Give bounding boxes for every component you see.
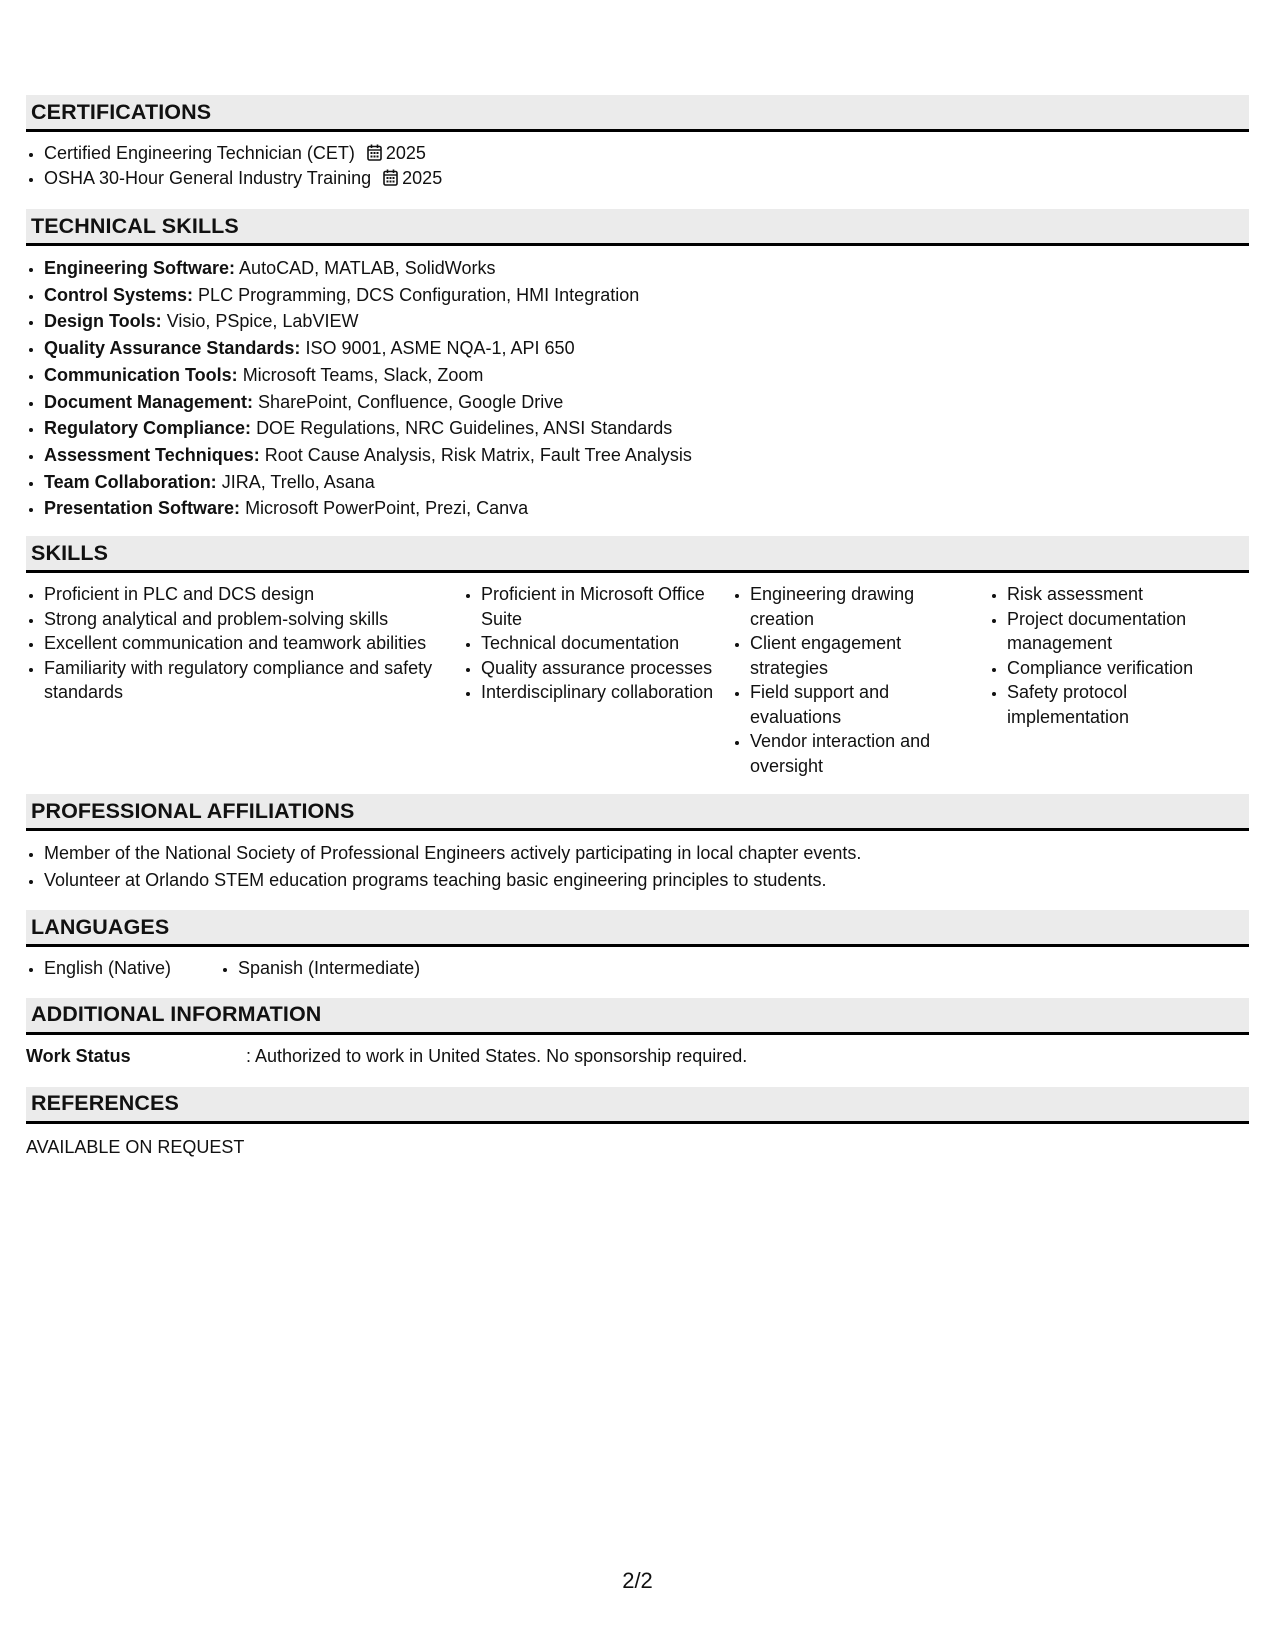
technical-skill-value: Visio, PSpice, LabVIEW (166, 311, 359, 332)
technical-skill-label: Document Management: (44, 391, 254, 412)
technical-skill-value: PLC Programming, DCS Configuration, HMI Integration (198, 284, 640, 305)
skill-item: • Proficient in PLC and DCS design (44, 582, 463, 607)
certification-name: OSHA 30-Hour General Industry Training (44, 167, 372, 188)
technical-skill-item (44, 255, 1249, 282)
technical-skill-item (44, 362, 1249, 389)
certifications-heading: CERTIFICATIONS (26, 95, 1249, 132)
page-number: 2/2 (622, 1568, 653, 1593)
skill-item: • Project documentation management (1007, 607, 1219, 656)
technical-skill-item (44, 308, 1249, 335)
skill-item: • Vendor interaction and oversight (750, 729, 969, 778)
skills-columns (26, 573, 1249, 778)
skill-item: • Strong analytical and problem-solving skills (44, 607, 463, 632)
technical-skill-value: Microsoft PowerPoint, Prezi, Canva (245, 498, 529, 519)
skill-item: • Quality assurance processes (481, 656, 732, 681)
technical-skill-label: Control Systems: (44, 284, 194, 305)
skills-heading: SKILLS (26, 536, 1249, 573)
technical-skill-label: Team Collaboration: (44, 471, 217, 492)
skills-column (989, 582, 1249, 778)
work-status-label: Work Status (26, 1045, 131, 1066)
affiliations-heading: PROFESSIONAL AFFILIATIONS (26, 794, 1249, 831)
technical-skills-list (26, 255, 1249, 522)
skill-item: • Safety protocol implementation (1007, 680, 1219, 729)
certification-name: Certified Engineering Technician (CET) (44, 143, 355, 163)
technical-skill-label: Presentation Software: (44, 498, 241, 519)
technical-skills-heading: TECHNICAL SKILLS (26, 209, 1249, 246)
technical-skill-item (44, 495, 1249, 522)
technical-skill-value: ISO 9001, ASME NQA-1, API 650 (305, 338, 575, 359)
languages-heading: LANGUAGES (26, 910, 1249, 947)
certification-item (44, 141, 1249, 166)
affiliation-item: • Volunteer at Orlando STEM education programs teaching basic engineering principles to students. (44, 867, 1249, 894)
certification-year: 2025 (402, 167, 443, 188)
technical-skill-value: Microsoft Teams, Slack, Zoom (242, 364, 484, 385)
skills-column (463, 582, 732, 778)
skill-item: • Interdisciplinary collaboration (481, 680, 732, 705)
language-item: • Spanish (Intermediate) (238, 956, 420, 981)
technical-skill-label: Communication Tools: (44, 364, 238, 385)
references-heading: REFERENCES (26, 1087, 1249, 1124)
affiliations-list (26, 840, 1249, 893)
skill-item: • Compliance verification (1007, 656, 1219, 681)
skill-item: • Proficient in Microsoft Office Suite (481, 582, 732, 631)
technical-skill-value: AutoCAD, MATLAB, SolidWorks (239, 258, 496, 278)
additional-info-heading: ADDITIONAL INFORMATION (26, 998, 1249, 1035)
skill-item: • Client engagement strategies (750, 631, 969, 680)
skill-item: • Technical documentation (481, 631, 732, 656)
work-status-row (26, 1035, 1249, 1068)
technical-skill-item (44, 335, 1249, 362)
skill-item: • Familiarity with regulatory compliance and safety standards (44, 656, 463, 705)
skills-column (732, 582, 989, 778)
technical-skill-label: Regulatory Compliance: (44, 418, 252, 439)
calendar-icon (383, 169, 398, 186)
skill-item: • Field support and evaluations (750, 680, 969, 729)
certification-item (44, 166, 1249, 191)
skill-item: • Engineering drawing creation (750, 582, 969, 631)
technical-skill-item (44, 469, 1249, 496)
affiliation-item: • Member of the National Society of Professional Engineers actively participating in local chapter events. (44, 840, 1249, 867)
technical-skill-label: Assessment Techniques: (44, 444, 260, 465)
certifications-list (26, 141, 1249, 190)
technical-skill-item (44, 389, 1249, 416)
technical-skill-value: SharePoint, Confluence, Google Drive (258, 391, 564, 412)
technical-skill-item (44, 442, 1249, 469)
language-item: • English (Native) (44, 956, 220, 981)
technical-skill-value: DOE Regulations, NRC Guidelines, ANSI Standards (256, 418, 673, 439)
technical-skill-item (44, 415, 1249, 442)
technical-skill-value: JIRA, Trello, Asana (221, 471, 375, 492)
references-text: AVAILABLE ON REQUEST (26, 1136, 245, 1157)
resume-page (26, 95, 1249, 1159)
skill-item: • Excellent communication and teamwork abilities (44, 631, 463, 656)
technical-skill-label: Engineering Software: (44, 258, 236, 278)
technical-skill-value: Root Cause Analysis, Risk Matrix, Fault Tree Analysis (264, 444, 692, 465)
technical-skill-label: Design Tools: (44, 311, 162, 332)
technical-skill-item (44, 282, 1249, 309)
technical-skill-label: Quality Assurance Standards: (44, 338, 301, 359)
skill-item: • Risk assessment (1007, 582, 1219, 607)
languages-list (26, 947, 1249, 981)
certification-year: 2025 (385, 143, 426, 163)
skills-column (26, 582, 463, 778)
calendar-icon (367, 144, 382, 161)
work-status-value: : Authorized to work in United States. No sponsorship required. (246, 1045, 748, 1066)
